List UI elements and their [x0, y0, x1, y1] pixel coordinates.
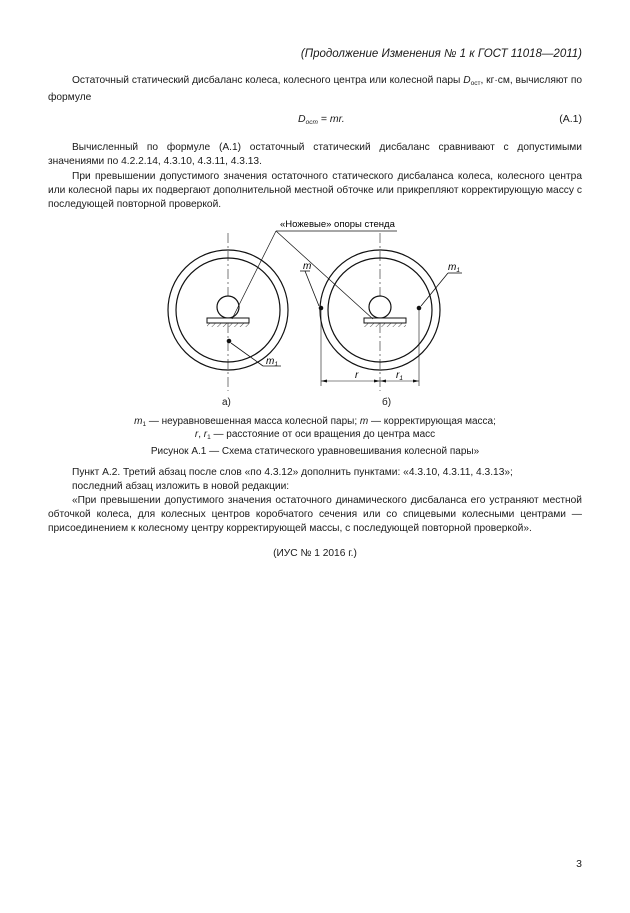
wheel-a-m1-label: $m_1$ — [266, 356, 278, 368]
running-header: (Продолжение Изменения № 1 к ГОСТ 11018—2011) — [300, 48, 582, 60]
para1-symbol-sub: ост — [470, 80, 481, 87]
wheel-b-support-hatch — [364, 323, 406, 327]
wheel-b-support — [364, 318, 406, 323]
wheel-a-axle — [217, 296, 239, 318]
formula-lhs-sub: ост — [305, 119, 318, 126]
legend-line-1: $m_1$ — неуравновешенная масса колесной пары; m — корректирующая масса; — [134, 416, 496, 428]
wheel-a-support-hatch — [207, 323, 249, 327]
dim-arrow-4 — [413, 380, 419, 383]
wheel-b-m-label: m — [303, 261, 312, 272]
wheel-b-m1-label: $m_1$ — [448, 262, 460, 274]
paragraph-compare: Вычисленный по формуле (А.1) остаточный статический дисбаланс сравнивают с допустимыми значениями по 4.2.2.14, 4.3.10, 4.3.11, 4.3.13. — [48, 142, 582, 168]
ius-reference: (ИУС № 1 2016 г.) — [273, 548, 357, 559]
wheel-b-m-leader — [305, 271, 319, 306]
paragraph-clause-a2: Пункт А.2. Третий абзац после слов «по 4.3.12» дополнить пунктами: «4.3.10, 4.3.11, 4.3.13»; — [72, 467, 513, 478]
supports-leader-a — [232, 231, 276, 319]
dim-r1-label: $r_1$ — [396, 370, 403, 382]
supports-label: «Ножевые» опоры стенда — [280, 219, 395, 230]
paragraph-residual-imbalance — [48, 74, 582, 105]
formula-a1 — [48, 113, 582, 129]
wheel-a-m1-leader — [231, 343, 263, 366]
dim-arrow-2 — [374, 380, 380, 383]
supports-leader-b — [276, 231, 373, 319]
wheel-a-mass-m1 — [227, 339, 232, 344]
figure-caption: Рисунок А.1 — Схема статического уравновешивания колесной пары» — [150, 446, 480, 457]
wheel-a — [168, 233, 288, 391]
wheel-b-axle — [369, 296, 391, 318]
page-number: 3 — [576, 858, 582, 870]
figure-label-a: а) — [222, 397, 231, 408]
formula-number: (А.1) — [559, 113, 582, 125]
wheel-b — [300, 233, 462, 391]
para1-symbol: D — [463, 75, 471, 86]
paragraph-correction: При превышении допустимого значения остаточного статического дисбаланса колеса, колесного центра или колесной пары их подвергают дополнительной местной обточке или прикрепляют корректирующую массу с последующей повторной проверкой. — [48, 171, 582, 211]
wheel-b-mass-m1 — [417, 306, 422, 311]
dim-arrow-3 — [380, 380, 386, 383]
para1-text-start: Остаточный статический дисбаланс колеса, колесного центра или колесной пары — [72, 75, 464, 86]
figure-label-b: б) — [382, 397, 392, 408]
wheel-b-m1-leader — [421, 273, 448, 306]
wheel-b-mass-m — [319, 306, 324, 311]
wheel-a-support — [207, 318, 249, 323]
formula-lhs: D — [298, 113, 306, 125]
formula-rhs: = mr. — [317, 113, 345, 125]
dim-arrow-1 — [321, 380, 327, 383]
para1-text-end: , кг·см, вычисляют по формуле — [48, 75, 583, 104]
paragraph-new-edition: последний абзац изложить в новой редакции: — [72, 481, 290, 492]
paragraph-quote: «При превышении допустимого значения остаточного динамического дисбаланса его устраняют местной обточкой колеса, для колесных центров коробчатого сечения или со спицевыми колесными центрами — присоединением к колесному центру корректирующей массы, с последующей повторной проверкой». — [48, 495, 582, 535]
dim-r-label: r — [355, 370, 359, 381]
legend-line-2: r, $r_1$ — расстояние от оси вращения до центра масс — [194, 429, 436, 441]
figure-a1-diagram — [150, 213, 480, 398]
